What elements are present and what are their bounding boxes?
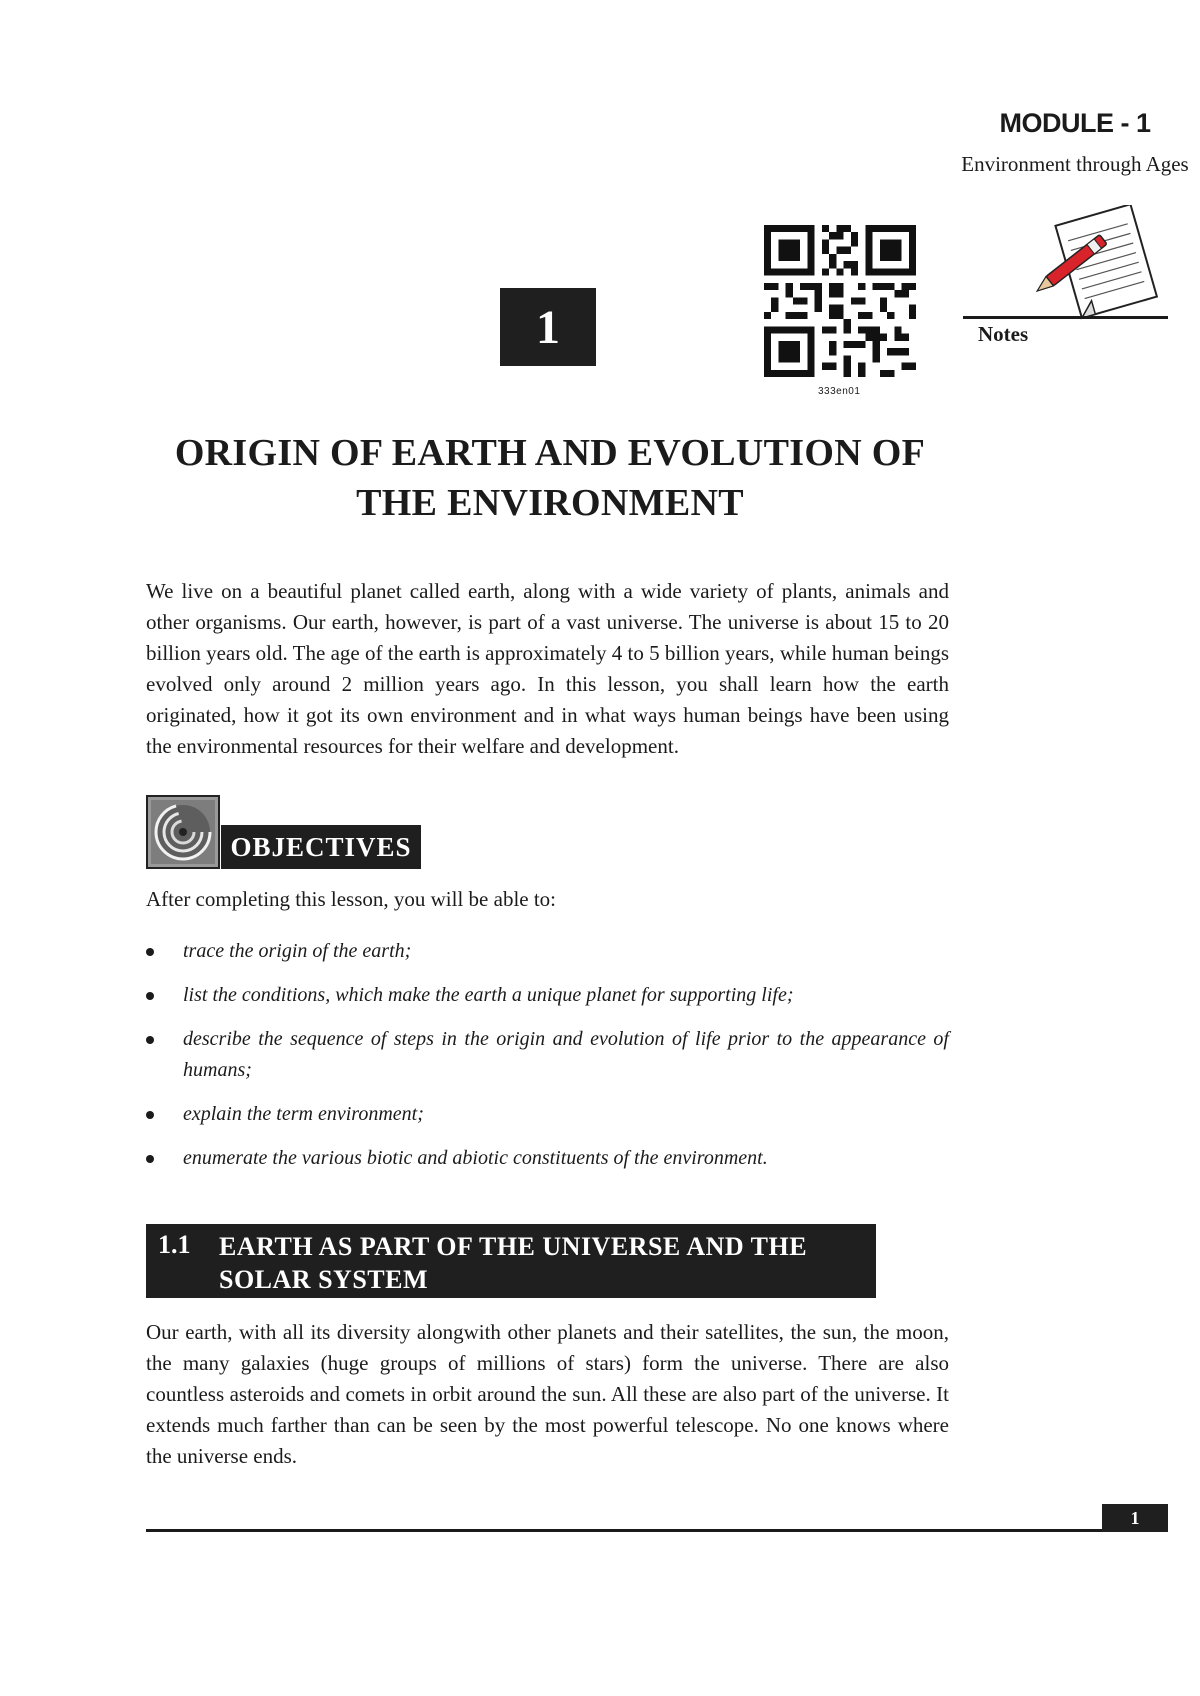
bullet-icon [146,1036,154,1044]
module-subtitle: Environment through Ages [961,152,1189,176]
footer-divider [146,1529,1102,1532]
objectives-list [146,936,949,1187]
notes-label: Notes [978,322,1029,346]
bullet-icon [146,1155,154,1163]
list-item: describe the sequence of steps in the origin and evolution of life prior to the appearance of humans; [146,1024,949,1086]
section-paragraph: Our earth, with all its diversity alongwith other planets and their satellites, the sun, the moon, the many galaxies (huge groups of millions of stars) form the universe. There are also countless asteroids and comets in orbit around the sun. All these are also part of the universe. It extends much farther than can be seen by the most powerful telescope. No one knows where the universe ends. [146,1320,949,1468]
page-number: 1 [1102,1504,1168,1532]
bullet-icon [146,1111,154,1119]
list-item: explain the term environment; [146,1099,949,1130]
section-heading [146,1224,876,1298]
target-rings-icon [146,795,220,869]
section-title: EARTH AS PART OF THE UNIVERSE AND THE SOLAR SYSTEM [219,1232,808,1294]
chapter-number: 1 [500,288,596,366]
bullet-icon [146,948,154,956]
qr-code-icon [764,225,916,377]
list-item: enumerate the various biotic and abiotic constituents of the environment. [146,1143,949,1174]
module-title: MODULE - 1 [999,108,1151,138]
objectives-heading: OBJECTIVES [221,825,421,869]
objectives-lead: After completing this lesson, you will be able to: [146,887,557,911]
bullet-icon [146,992,154,1000]
list-item: trace the origin of the earth; [146,936,949,967]
section-number: 1.1 [158,1230,191,1259]
notes-divider [963,316,1168,319]
notepad-pencil-icon [1030,205,1170,320]
qr-caption: 333en01 [818,386,861,397]
list-item: list the conditions, which make the earth a unique planet for supporting life; [146,980,949,1011]
chapter-title: ORIGIN OF EARTH AND EVOLUTION OF THE ENVIRONMENT [174,432,926,524]
intro-paragraph: We live on a beautiful planet called earth, along with a wide variety of plants, animals and other organisms. Our earth, however, is part of a vast universe. The universe is about 15 to 20 billion years old. The age of the earth is approximately 4 to 5 billion years, while human beings evolved only around 2 million years ago. In this lesson, you shall learn how the earth originated, how it got its own environment and in what ways human beings have been using the environmental resources for their welfare and development. [146,579,949,758]
